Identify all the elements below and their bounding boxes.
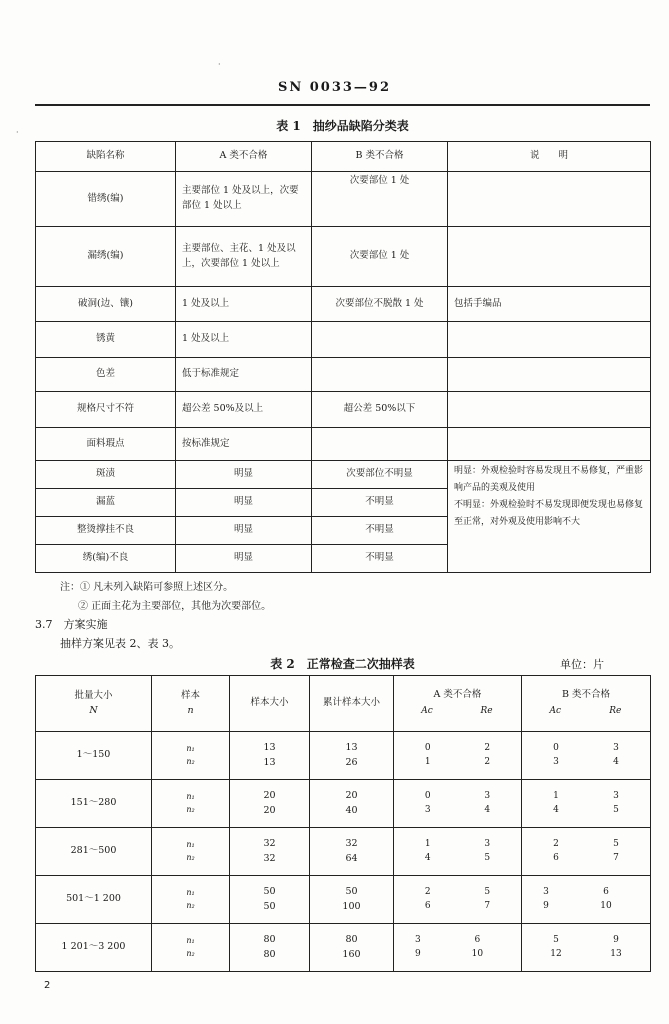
- sample-cell: [152, 732, 230, 780]
- class-a-cell: [394, 732, 522, 780]
- value: 3: [424, 804, 431, 815]
- value: 40: [345, 804, 358, 816]
- section-body: 抽样方案见表 2、表 3。: [60, 637, 180, 650]
- cell: 整烫撑挂不良: [36, 517, 176, 545]
- header-text: A 类不合格: [433, 689, 482, 701]
- cell: 次要部位 1 处: [312, 227, 448, 287]
- ac-label: Ac: [549, 705, 562, 716]
- cumulative-size-cell: [310, 924, 394, 972]
- standard-code-header: SN 0033—92: [277, 80, 392, 95]
- batch-range: 281～500: [70, 845, 117, 857]
- batch-size-cell: [36, 732, 152, 780]
- cell: [448, 227, 651, 287]
- footnote-1: 注：① 凡未列入缺陷可参照上述区分。: [60, 582, 234, 593]
- sample-cell: [152, 780, 230, 828]
- table-row: [36, 172, 651, 227]
- value: n₁: [186, 840, 195, 850]
- defect-classification-table: [35, 141, 651, 573]
- table2-unit: 单位：片: [560, 658, 604, 671]
- cell: 包括手编品: [448, 287, 651, 322]
- class-b-cell: [522, 828, 651, 876]
- class-b-cell: [522, 732, 651, 780]
- value: n₂: [186, 852, 195, 862]
- value: n₂: [186, 900, 195, 910]
- value: 80: [345, 933, 358, 945]
- batch-size-cell: [36, 780, 152, 828]
- cell: 斑渍: [36, 461, 176, 489]
- header-text: 样本: [180, 689, 200, 701]
- value: 50: [345, 885, 358, 897]
- sample-size-cell: [230, 924, 310, 972]
- value: 9: [613, 934, 619, 945]
- value: 50: [263, 885, 276, 897]
- value: 5: [613, 804, 619, 815]
- class-a-cell: [394, 780, 522, 828]
- value: 6: [603, 886, 609, 897]
- value: 20: [263, 804, 276, 816]
- value: 10: [471, 948, 484, 959]
- value: 13: [263, 756, 276, 768]
- value: n₁: [186, 888, 195, 898]
- sample-size-cell: [230, 732, 310, 780]
- cumulative-size-cell: [310, 828, 394, 876]
- value: 160: [342, 948, 361, 960]
- value: 1: [424, 838, 431, 849]
- value: 5: [613, 838, 619, 849]
- col-header: 缺陷名称: [36, 142, 176, 172]
- cell: 绣(编)不良: [36, 545, 176, 573]
- cell: [448, 392, 651, 428]
- value: 3: [484, 790, 491, 801]
- table-row: [36, 392, 651, 428]
- re-label: Re: [609, 705, 622, 716]
- value: 0: [424, 742, 431, 753]
- cell: 超公差 50%及以上: [176, 392, 312, 428]
- value: 6: [424, 900, 431, 911]
- batch-size-cell: [36, 924, 152, 972]
- value: 4: [424, 852, 431, 863]
- cell: 次要部位不明显: [312, 461, 448, 489]
- value: n₁: [186, 936, 195, 946]
- value: 13: [345, 741, 358, 753]
- table-row: [36, 924, 651, 972]
- table-header-row: [36, 676, 651, 732]
- table-row: [36, 358, 651, 392]
- value: 80: [263, 948, 276, 960]
- sample-cell: [152, 924, 230, 972]
- cell: 明显: [176, 489, 312, 517]
- batch-range: 501～1 200: [66, 893, 121, 905]
- cell: 不明显: [312, 545, 448, 573]
- table2-title: 表 2 正常检查二次抽样表: [270, 657, 415, 671]
- value: 13: [610, 948, 622, 959]
- table1-title: 表 1 抽纱品缺陷分类表: [276, 119, 409, 133]
- value: 5: [484, 852, 491, 863]
- ac-label: Ac: [421, 705, 433, 716]
- cell: 规格尺寸不符: [36, 392, 176, 428]
- col-header: 说 明: [448, 142, 651, 172]
- value: n₂: [186, 804, 195, 814]
- value: 10: [600, 900, 612, 911]
- col-header: [152, 676, 230, 732]
- batch-size-cell: [36, 828, 152, 876]
- cell: 1 处及以上: [176, 322, 312, 358]
- class-b-cell: [522, 780, 651, 828]
- cell: 主要部位 1 处及以上，次要部位 1 处以上: [176, 172, 312, 227]
- cell: 锈黄: [36, 322, 176, 358]
- value: 32: [345, 837, 358, 849]
- double-sampling-table: [35, 675, 651, 972]
- table-row: [36, 227, 651, 287]
- cell: 明显: [176, 545, 312, 573]
- value: 1: [553, 790, 559, 801]
- cumulative-size-cell: [310, 732, 394, 780]
- class-b-cell: [522, 876, 651, 924]
- table-row: [36, 322, 651, 358]
- cell: [312, 358, 448, 392]
- value: 2: [553, 838, 559, 849]
- scan-speck: ·: [16, 128, 19, 137]
- value: 5: [553, 934, 559, 945]
- sample-cell: [152, 876, 230, 924]
- value: n₂: [186, 756, 195, 766]
- cell: 面料瑕点: [36, 428, 176, 461]
- table-row: [36, 428, 651, 461]
- batch-range: 1 201～3 200: [61, 941, 126, 953]
- class-a-cell: [394, 876, 522, 924]
- value: 9: [414, 948, 421, 959]
- col-header: [394, 676, 522, 732]
- cell: 低于标准规定: [176, 358, 312, 392]
- value: 20: [345, 789, 358, 801]
- scan-speck: ·: [218, 60, 221, 69]
- cell: 明显: [176, 517, 312, 545]
- class-a-cell: [394, 924, 522, 972]
- cumulative-size-cell: [310, 876, 394, 924]
- table-row: [36, 287, 651, 322]
- cell: 次要部位不脱散 1 处: [312, 287, 448, 322]
- value: n₂: [186, 948, 195, 958]
- value: 4: [553, 804, 559, 815]
- footnote-2: ② 正面主花为主要部位，其他为次要部位。: [78, 601, 272, 612]
- sample-size-cell: [230, 828, 310, 876]
- value: 2: [424, 886, 431, 897]
- visibility-definition-note: 明显：外观检验时容易发现且不易修复，严重影响产品的美观及使用 不明显：外观检验时不易发现即便发现也易修复至正常，对外观及使用影响不大: [448, 461, 651, 573]
- value: 32: [263, 852, 276, 864]
- value: 2: [484, 756, 491, 767]
- section-title: 方案实施: [63, 618, 108, 631]
- cell: [448, 428, 651, 461]
- batch-range: 151～280: [70, 797, 117, 809]
- value: 4: [484, 804, 491, 815]
- header-symbol: n: [187, 704, 194, 716]
- batch-size-cell: [36, 876, 152, 924]
- cell: 漏蓝: [36, 489, 176, 517]
- table-row: [36, 461, 651, 489]
- cell: 漏绣(编): [36, 227, 176, 287]
- table-row: [36, 780, 651, 828]
- col-header: A 类不合格: [176, 142, 312, 172]
- cell: [312, 428, 448, 461]
- cumulative-size-cell: [310, 780, 394, 828]
- section-number: 3.7: [35, 618, 53, 631]
- value: 3: [484, 838, 491, 849]
- value: 3: [553, 756, 559, 767]
- value: 80: [263, 933, 276, 945]
- value: 0: [553, 742, 559, 753]
- value: 20: [263, 789, 276, 801]
- cell: 不明显: [312, 517, 448, 545]
- cell: 次要部位 1 处: [312, 172, 448, 227]
- cell: 破洞(边、镶): [36, 287, 176, 322]
- value: 3: [613, 790, 619, 801]
- page-number: 2: [44, 980, 51, 991]
- cell: 错绣(编): [36, 172, 176, 227]
- sample-cell: [152, 828, 230, 876]
- col-header: [522, 676, 651, 732]
- table-row: [36, 732, 651, 780]
- cell: 超公差 50%以下: [312, 392, 448, 428]
- re-label: Re: [480, 705, 493, 716]
- value: 12: [550, 948, 562, 959]
- value: 4: [613, 756, 619, 767]
- table-header-row: [36, 142, 651, 172]
- cell: 1 处及以上: [176, 287, 312, 322]
- value: 3: [543, 886, 549, 897]
- table-row: [36, 828, 651, 876]
- sample-size-cell: [230, 780, 310, 828]
- value: 9: [543, 900, 549, 911]
- cell: [448, 358, 651, 392]
- col-header: 样本大小: [230, 676, 310, 732]
- cell: [448, 172, 651, 227]
- value: 7: [484, 900, 491, 911]
- header-text: 批量大小: [74, 689, 113, 701]
- value: 6: [553, 852, 559, 863]
- class-a-cell: [394, 828, 522, 876]
- cell: [312, 322, 448, 358]
- value: 2: [484, 742, 491, 753]
- value: 0: [424, 790, 431, 801]
- value: 7: [613, 852, 619, 863]
- class-b-cell: [522, 924, 651, 972]
- sample-size-cell: [230, 876, 310, 924]
- value: 3: [414, 934, 421, 945]
- cell: 按标准规定: [176, 428, 312, 461]
- table-row: [36, 876, 651, 924]
- header-rule: [35, 104, 650, 106]
- value: 64: [345, 852, 358, 864]
- header-text: B 类不合格: [561, 689, 610, 701]
- value: 13: [263, 741, 276, 753]
- value: 100: [342, 900, 361, 912]
- value: 26: [345, 756, 358, 768]
- cell: 色差: [36, 358, 176, 392]
- value: 1: [424, 756, 431, 767]
- header-symbol: N: [89, 704, 98, 716]
- cell: 不明显: [312, 489, 448, 517]
- batch-range: 1～150: [76, 749, 111, 761]
- value: n₁: [186, 744, 195, 754]
- value: 3: [613, 742, 619, 753]
- col-header: [36, 676, 152, 732]
- value: 6: [474, 934, 481, 945]
- col-header: 累计样本大小: [310, 676, 394, 732]
- cell: 明显: [176, 461, 312, 489]
- value: 5: [484, 886, 491, 897]
- cell: 主要部位、主花、1 处及以上，次要部位 1 处以上: [176, 227, 312, 287]
- col-header: B 类不合格: [312, 142, 448, 172]
- section-heading: [35, 616, 108, 632]
- value: 32: [263, 837, 276, 849]
- cell: [448, 322, 651, 358]
- value: n₁: [186, 792, 195, 802]
- value: 50: [263, 900, 276, 912]
